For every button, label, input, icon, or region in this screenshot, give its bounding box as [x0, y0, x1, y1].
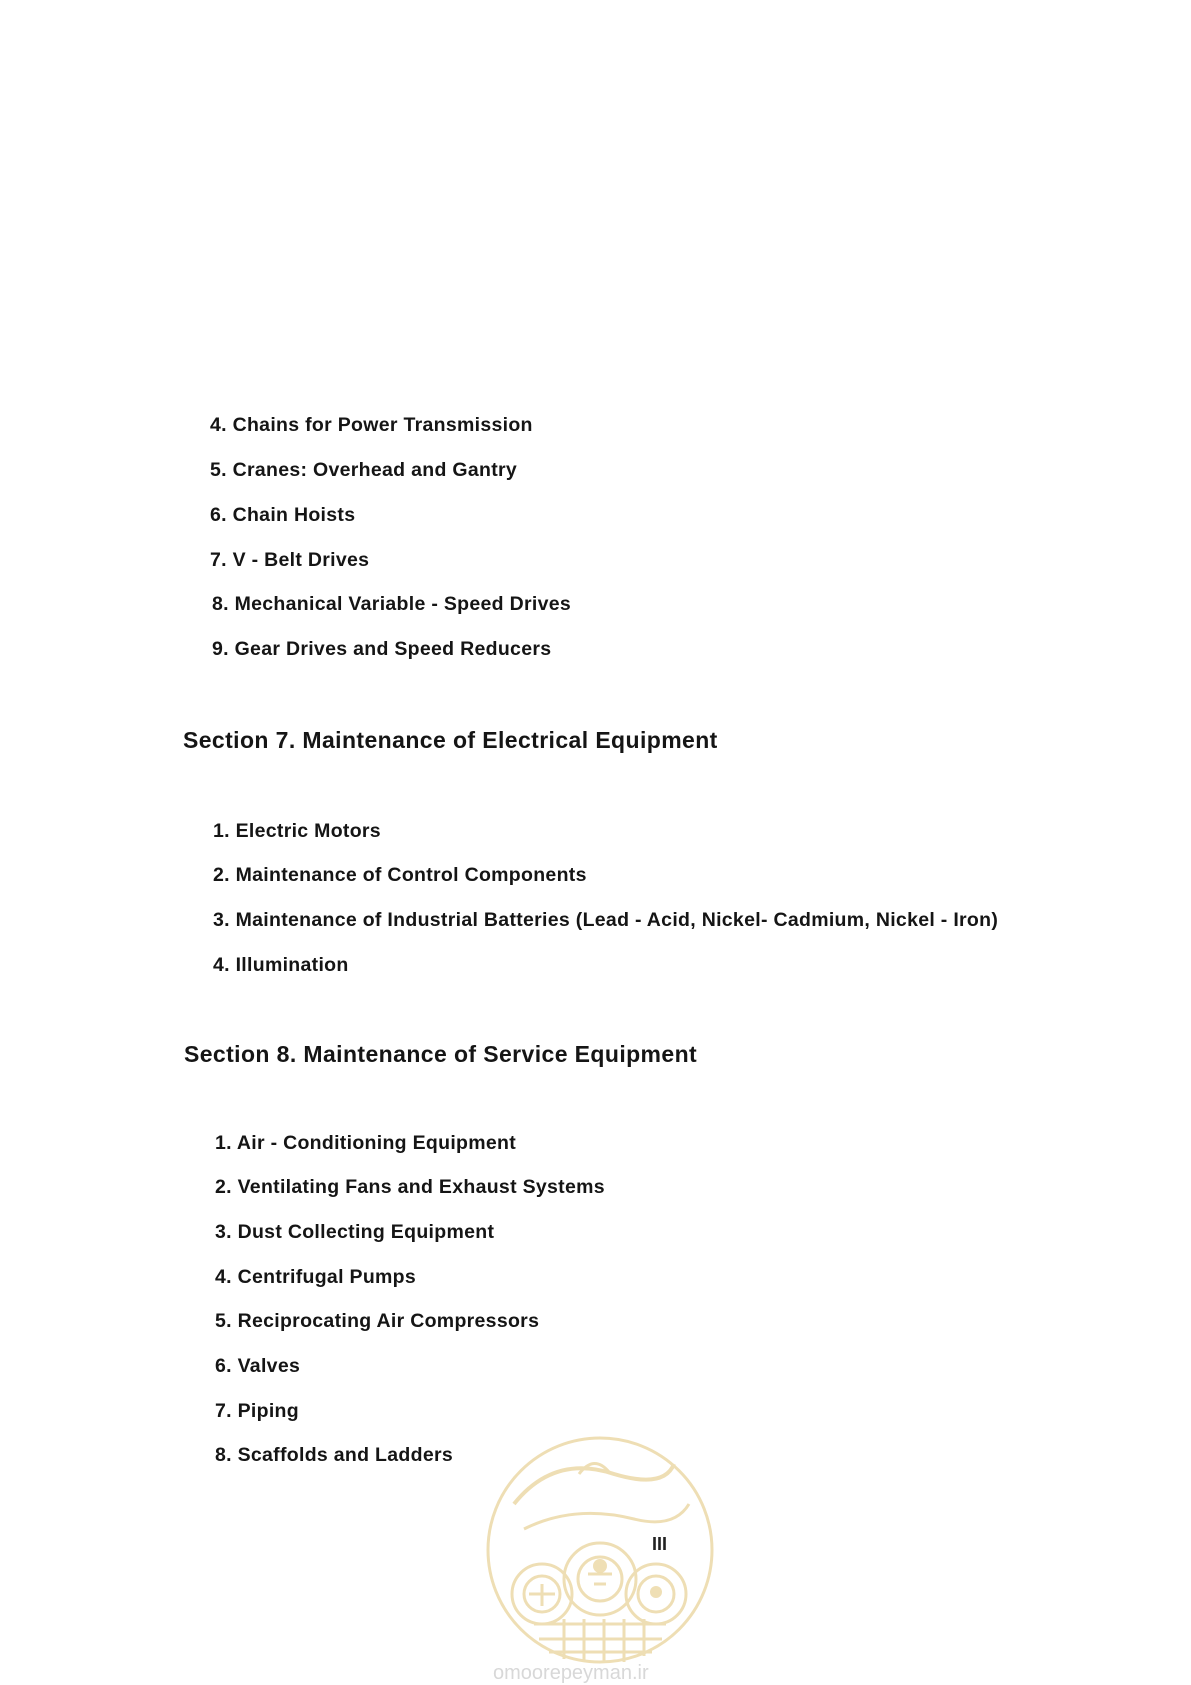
watermark-logo — [484, 1434, 716, 1666]
list-item: 7. V - Belt Drives — [210, 549, 370, 571]
list-item: 5. Cranes: Overhead and Gantry — [210, 459, 518, 481]
list-item: 4. Chains for Power Transmission — [210, 414, 533, 436]
list-item: 6. Chain Hoists — [210, 504, 356, 526]
list-item: 7. Piping — [215, 1400, 299, 1422]
section-heading: Section 7. Maintenance of Electrical Equipment — [183, 727, 718, 753]
list-item: 3. Dust Collecting Equipment — [215, 1221, 495, 1243]
list-item: 2. Maintenance of Control Components — [213, 864, 587, 886]
list-item: 1. Air - Conditioning Equipment — [215, 1132, 517, 1154]
page-number: III — [652, 1534, 668, 1554]
list-item: 4. Illumination — [213, 954, 349, 976]
list-item: 6. Valves — [215, 1355, 301, 1377]
section-heading: Section 8. Maintenance of Service Equipment — [184, 1041, 698, 1067]
list-item: 8. Mechanical Variable - Speed Drives — [212, 593, 572, 615]
list-item: 8. Scaffolds and Ladders — [215, 1444, 454, 1466]
list-item: 5. Reciprocating Air Compressors — [215, 1310, 540, 1332]
list-item: 2. Ventilating Fans and Exhaust Systems — [215, 1176, 605, 1198]
list-item: 3. Maintenance of Industrial Batteries (Lead - Acid, Nickel- Cadmium, Nickel - Iron) — [213, 909, 999, 931]
list-item: 9. Gear Drives and Speed Reducers — [212, 638, 552, 660]
watermark-url: omoorepeyman.ir — [493, 1662, 649, 1684]
list-item: 1. Electric Motors — [213, 820, 381, 842]
list-item: 4. Centrifugal Pumps — [215, 1266, 417, 1288]
